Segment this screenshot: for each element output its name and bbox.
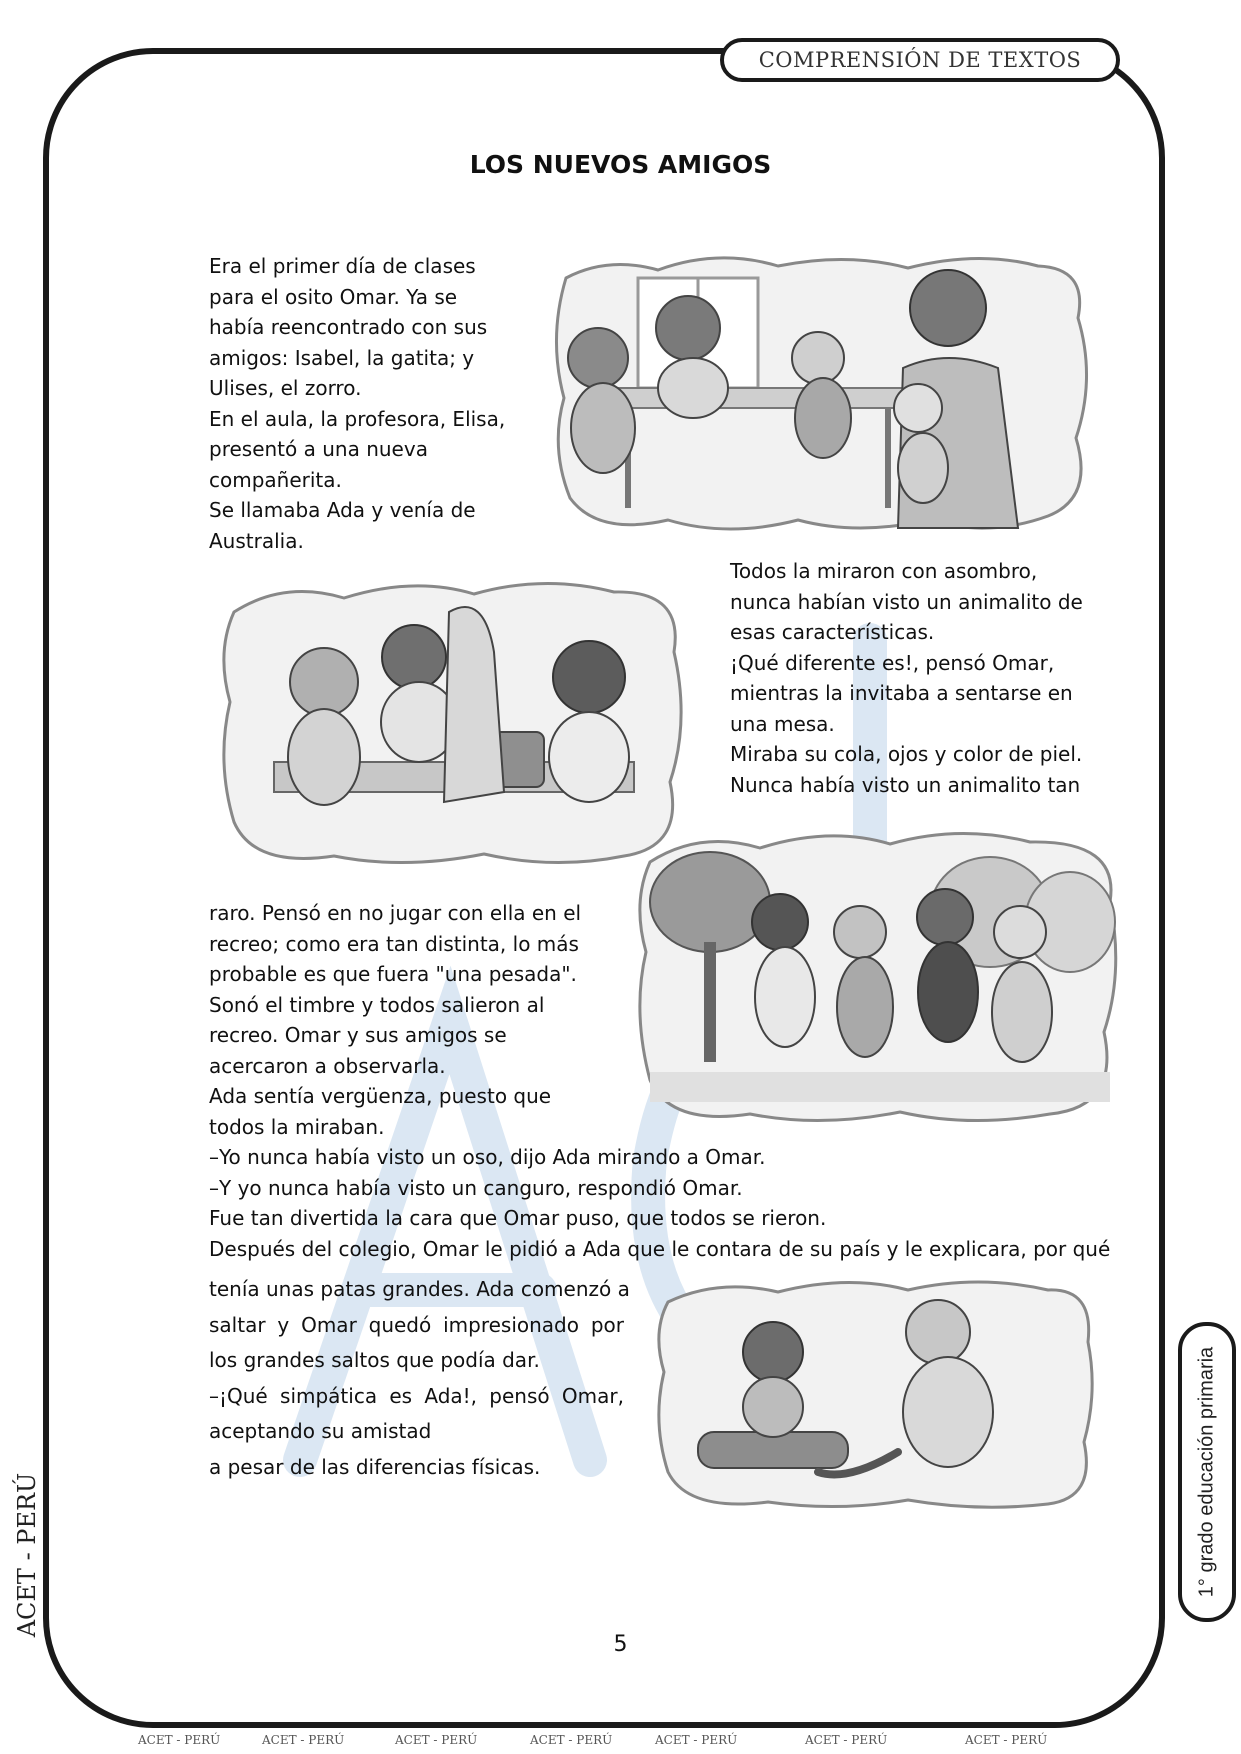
publisher-mark-label: ACET - PERÚ <box>13 1472 41 1638</box>
text-line: Sonó el timbre y todos salieron al <box>209 992 545 1017</box>
text-line: una mesa. <box>730 711 835 736</box>
text-line: aceptando su amistad <box>209 1419 432 1443</box>
illustration-classroom <box>548 248 1096 538</box>
illustration-jumping <box>648 1272 1098 1512</box>
footer-mark: ACET - PERÚ <box>655 1733 738 1747</box>
footer-mark: ACET - PERÚ <box>395 1733 478 1747</box>
text-line: En el aula, la profesora, Elisa, <box>209 406 506 431</box>
paragraph-2 <box>730 556 1110 800</box>
text-line: Ada sentía vergüenza, puesto que <box>209 1084 552 1108</box>
illustration-table <box>214 572 690 870</box>
text-line: acercaron a observarla. <box>209 1053 446 1078</box>
text-line: Australia. <box>209 528 304 553</box>
publisher-mark <box>4 1470 50 1640</box>
grade-tab <box>1178 1322 1236 1622</box>
text-line: presentó a una nueva <box>209 437 428 461</box>
text-line: recreo. Omar y sus amigos se <box>209 1023 507 1047</box>
text-line: había reencontrado con sus <box>209 315 488 339</box>
paragraph-3 <box>209 898 1129 1264</box>
text-line: recreo; como era tan distinta, lo más <box>209 931 579 956</box>
text-line: Después del colegio, Omar le pidió a Ada que le contara de su país y le explicara, por qué <box>209 1236 1111 1261</box>
footer-mark: ACET - PERÚ <box>805 1733 888 1747</box>
text-line: amigos: Isabel, la gatita; y <box>209 345 475 370</box>
footer-mark: ACET - PERÚ <box>138 1733 221 1747</box>
text-line: para el osito Omar. Ya se <box>209 284 458 309</box>
story-title: LOS NUEVOS AMIGOS <box>469 150 772 179</box>
text-line: a pesar de las diferencias físicas. <box>209 1454 541 1479</box>
section-header <box>720 38 1120 82</box>
text-line: raro. Pensó en no jugar con ella en el <box>209 901 582 925</box>
text-line: Fue tan divertida la cara que Omar puso, que todos se rieron. <box>209 1206 827 1230</box>
text-line: mientras la invitaba a sentarse en <box>730 681 1073 705</box>
text-line: los grandes saltos que podía dar. <box>209 1348 540 1372</box>
text-line: Se llamaba Ada y venía de <box>209 498 476 522</box>
text-line: saltar y Omar quedó impresionado por <box>209 1312 624 1337</box>
text-line: Nunca había visto un animalito tan <box>730 772 1081 797</box>
text-line: probable es que fuera "una pesada". <box>209 962 577 986</box>
text-line: –Y yo nunca había visto un canguro, respondió Omar. <box>209 1175 743 1200</box>
text-line: tenía unas patas grandes. Ada comenzó a <box>209 1277 630 1301</box>
grade-tab-label: 1° grado educación primaria <box>1195 1346 1218 1598</box>
text-line: ¡Qué diferente es!, pensó Omar, <box>730 650 1055 675</box>
text-line: Ulises, el zorro. <box>209 376 362 400</box>
text-line: nunca habían visto un animalito de <box>730 589 1083 614</box>
section-header-label: COMPRENSIÓN DE TEXTOS <box>758 48 1082 72</box>
text-line: Era el primer día de clases <box>209 254 476 278</box>
paragraph-1 <box>209 251 529 556</box>
footer-mark: ACET - PERÚ <box>530 1733 613 1747</box>
text-line: todos la miraban. <box>209 1114 385 1139</box>
page-number: 5 <box>613 1632 628 1657</box>
text-line: Miraba su cola, ojos y color de piel. <box>730 742 1083 766</box>
text-line: esas características. <box>730 620 935 644</box>
text-line: Todos la miraron con asombro, <box>730 559 1038 583</box>
footer-mark: ACET - PERÚ <box>262 1733 345 1747</box>
text-line: compañerita. <box>209 467 342 492</box>
text-line: –¡Qué simpática es Ada!, pensó Omar, <box>209 1383 624 1408</box>
footer-mark: ACET - PERÚ <box>965 1733 1048 1747</box>
text-line: –Yo nunca había visto un oso, dijo Ada mirando a Omar. <box>209 1145 766 1169</box>
paragraph-4 <box>209 1272 630 1485</box>
